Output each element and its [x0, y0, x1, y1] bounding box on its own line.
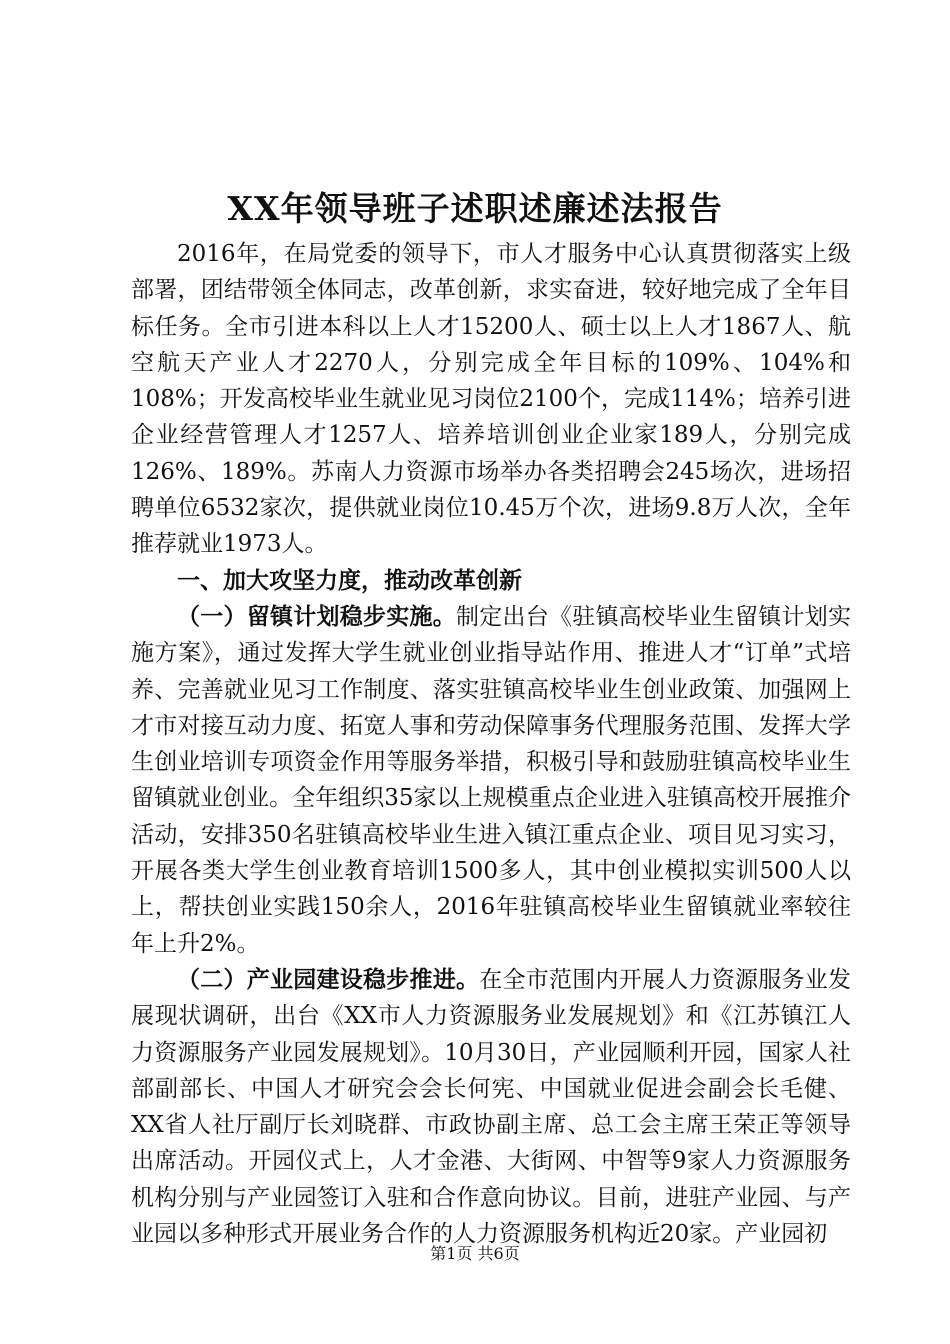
item-lead-2: （二）产业园建设稳步推进。 [177, 966, 480, 993]
item-lead-1: （一）留镇计划稳步实施。 [177, 603, 456, 630]
section-heading: 一、加大攻坚力度，推动改革创新 [177, 567, 522, 594]
page-footer: 第1页 共6页 [430, 1244, 520, 1263]
item-text-1: 制定出台《驻镇高校毕业生留镇计划实施方案》，通过发挥大学生就业创业指导站作用、推进人才“订单”式培养、完善就业见习工作制度、落实驻镇高校毕业生创业政策、加强网上才市对接互动力度、拓宽人事和劳动保障事务代理服务范围、发挥大学生创业培训专项资金作用等服务举措，积极引导和鼓励驻镇高校毕业生留镇就业创业。全年组织35家以上规模重点企业进入驻镇高校开展推介活动，安排350名驻镇高校毕业生进入镇江重点企业、项目见习实习，开展各类大学生创业教育培训1500多人，其中创业模拟实训500人以上，帮扶创业实践150余人，2016年驻镇高校毕业生留镇就业率较往年上升2%。 [131, 603, 851, 957]
document-title: XX年领导班子述职述廉述法报告 [227, 189, 723, 228]
item-paragraph-1 [131, 599, 851, 962]
intro-paragraph: 2016年，在局党委的领导下，市人才服务中心认真贯彻落实上级部署，团结带领全体同志，改革创新，求实奋进，较好地完成了全年目标任务。全市引进本科以上人才15200人、硕士以上人才1867人、航空航天产业人才2270人，分别完成全年目标的109%、104%和108%；开发高校毕业生就业见习岗位2100个，完成114%；培养引进企业经营管理人才1257人、培养培训创业企业家189人，分别完成126%、189%。苏南人力资源市场举办各类招聘会245场次，进场招聘单位6532家次，提供就业岗位10.45万个次，进场9.8万人次，全年推荐就业1973人。 [131, 241, 851, 558]
item-text-2: 在全市范围内开展人力资源服务业发展现状调研，出台《XX市人力资源服务业发展规划》和《江苏镇江人力资源服务产业园发展规划》。10月30日，产业园顺利开园，国家人社部副部长、中国人才研究会会长何宪、中国就业促进会副会长毛健、XX省人社厅副厅长刘晓群、市政协副主席、总工会主席王荣正等领导出席活动。开园仪式上，人才金港、大街网、中智等9家人力资源服务机构分别与产业园签订入驻和合作意向协议。目前，进驻产业园、与产业园以多种形式开展业务合作的人力资源服务机构近20家。产业园初 [131, 966, 851, 1248]
document-body [131, 236, 851, 1252]
item-paragraph-2 [131, 962, 851, 1252]
